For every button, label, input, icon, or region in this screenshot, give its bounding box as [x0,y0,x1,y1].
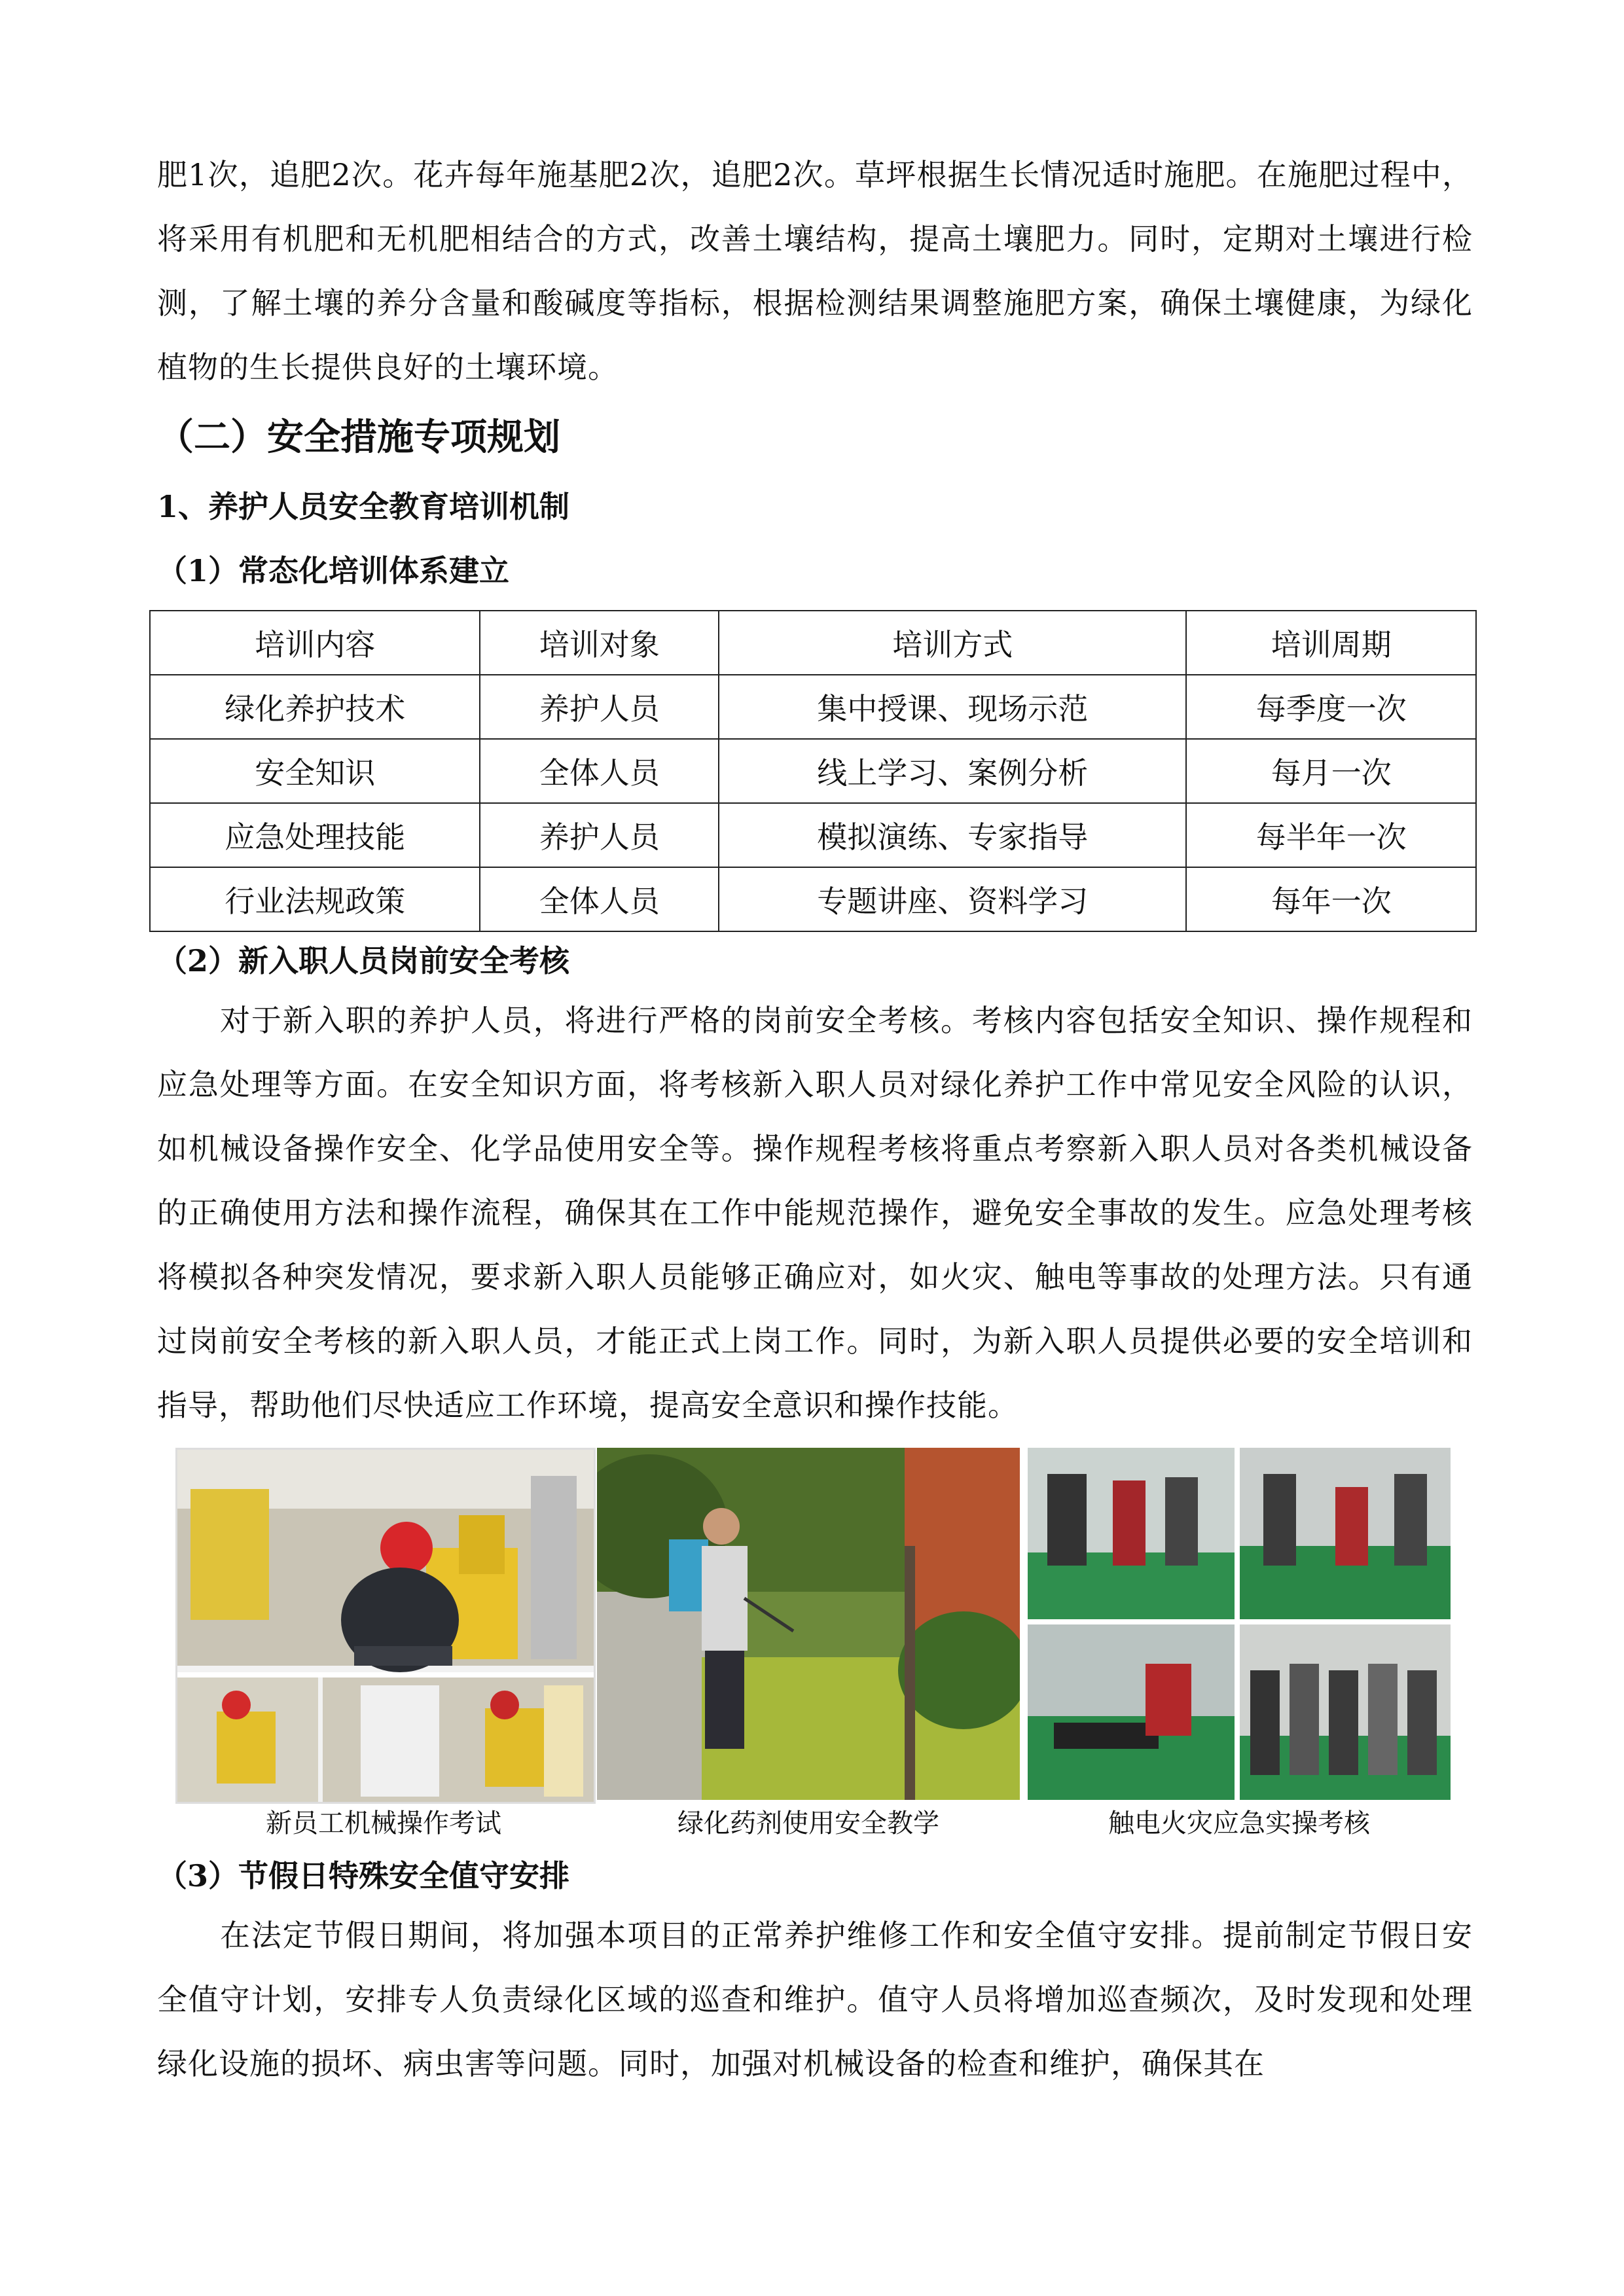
pesticide-teaching-illustration [597,1448,1020,1800]
table-cell: 全体人员 [480,867,719,931]
table-cell: 模拟演练、专家指导 [719,803,1186,867]
emergency-drill-illustration [1028,1448,1451,1800]
emergency-drill-photo [1028,1448,1451,1800]
table-cell: 绿化养护技术 [150,675,480,739]
machinery-exam-photo [175,1448,596,1804]
table-cell: 每月一次 [1186,739,1476,803]
table-cell: 每年一次 [1186,867,1476,931]
holiday-duty-paragraph: 在法定节假日期间，将加强本项目的正常养护维修工作和安全值守安排。提前制定节假日安全值守计划，安排专人负责绿化区域的巡查和维护。值守人员将增加巡查频次，及时发现和处理绿化设施的损坏、病虫害等问题。同时，加强对机械设备的检查和维护，确保其在 [157,1918,1473,2081]
table-cell: 全体人员 [480,739,719,803]
intro-paragraph: 肥1次，追肥2次。花卉每年施基肥2次，追肥2次。草坪根据生长情况适时施肥。在施肥过程中，将采用有机肥和无机肥相结合的方式，改善土壤结构，提高土壤肥力。同时，定期对土壤进行检测，了解土壤的养分含量和酸碱度等指标，根据检测结果调整施肥方案，确保土壤健康，为绿化植物的生长提供良好的土壤环境。 [157,157,1473,385]
item-heading-2: （2）新入职人员岗前安全考核 [157,943,570,978]
photo-caption-pesticide: 绿化药剂使用安全教学 [677,1808,939,1839]
pesticide-teaching-photo [597,1448,1020,1800]
table-cell: 安全知识 [150,739,480,803]
subsection-heading: 1、养护人员安全教育培训机制 [157,489,570,524]
table-cell: 每半年一次 [1186,803,1476,867]
table-row [150,739,1476,803]
table-header-cell: 培训对象 [480,611,719,675]
photo-caption-machinery: 新员工机械操作考试 [266,1808,501,1839]
table-row [150,867,1476,931]
table-cell: 养护人员 [480,675,719,739]
table-cell: 养护人员 [480,803,719,867]
table-cell: 应急处理技能 [150,803,480,867]
table-header-cell: 培训内容 [150,611,480,675]
item-heading-1: （1）常态化培训体系建立 [157,553,510,588]
machinery-exam-illustration [177,1450,594,1802]
table-row [150,675,1476,739]
table-row [150,803,1476,867]
table-cell: 线上学习、案例分析 [719,739,1186,803]
section-heading: （二）安全措施专项规划 [157,416,560,459]
photo-caption-emergency: 触电火灾应急实操考核 [1108,1808,1370,1839]
table-cell: 专题讲座、资料学习 [719,867,1186,931]
table-header-cell: 培训周期 [1186,611,1476,675]
table-cell: 每季度一次 [1186,675,1476,739]
table-cell: 行业法规政策 [150,867,480,931]
table-header-row [150,611,1476,675]
assessment-paragraph: 对于新入职的养护人员，将进行严格的岗前安全考核。考核内容包括安全知识、操作规程和应急处理等方面。在安全知识方面，将考核新入职人员对绿化养护工作中常见安全风险的认识，如机械设备操作安全、化学品使用安全等。操作规程考核将重点考察新入职人员对各类机械设备的正确使用方法和操作流程，确保其在工作中能规范操作，避免安全事故的发生。应急处理考核将模拟各种突发情况，要求新入职人员能够正确应对，如火灾、触电等事故的处理方法。只有通过岗前安全考核的新入职人员，才能正式上岗工作。同时，为新入职人员提供必要的安全培训和指导，帮助他们尽快适应工作环境，提高安全意识和操作技能。 [157,1003,1473,1423]
table-cell: 集中授课、现场示范 [719,675,1186,739]
table-header-cell: 培训方式 [719,611,1186,675]
item-heading-3: （3）节假日特殊安全值守安排 [157,1858,570,1893]
training-table [149,610,1477,932]
